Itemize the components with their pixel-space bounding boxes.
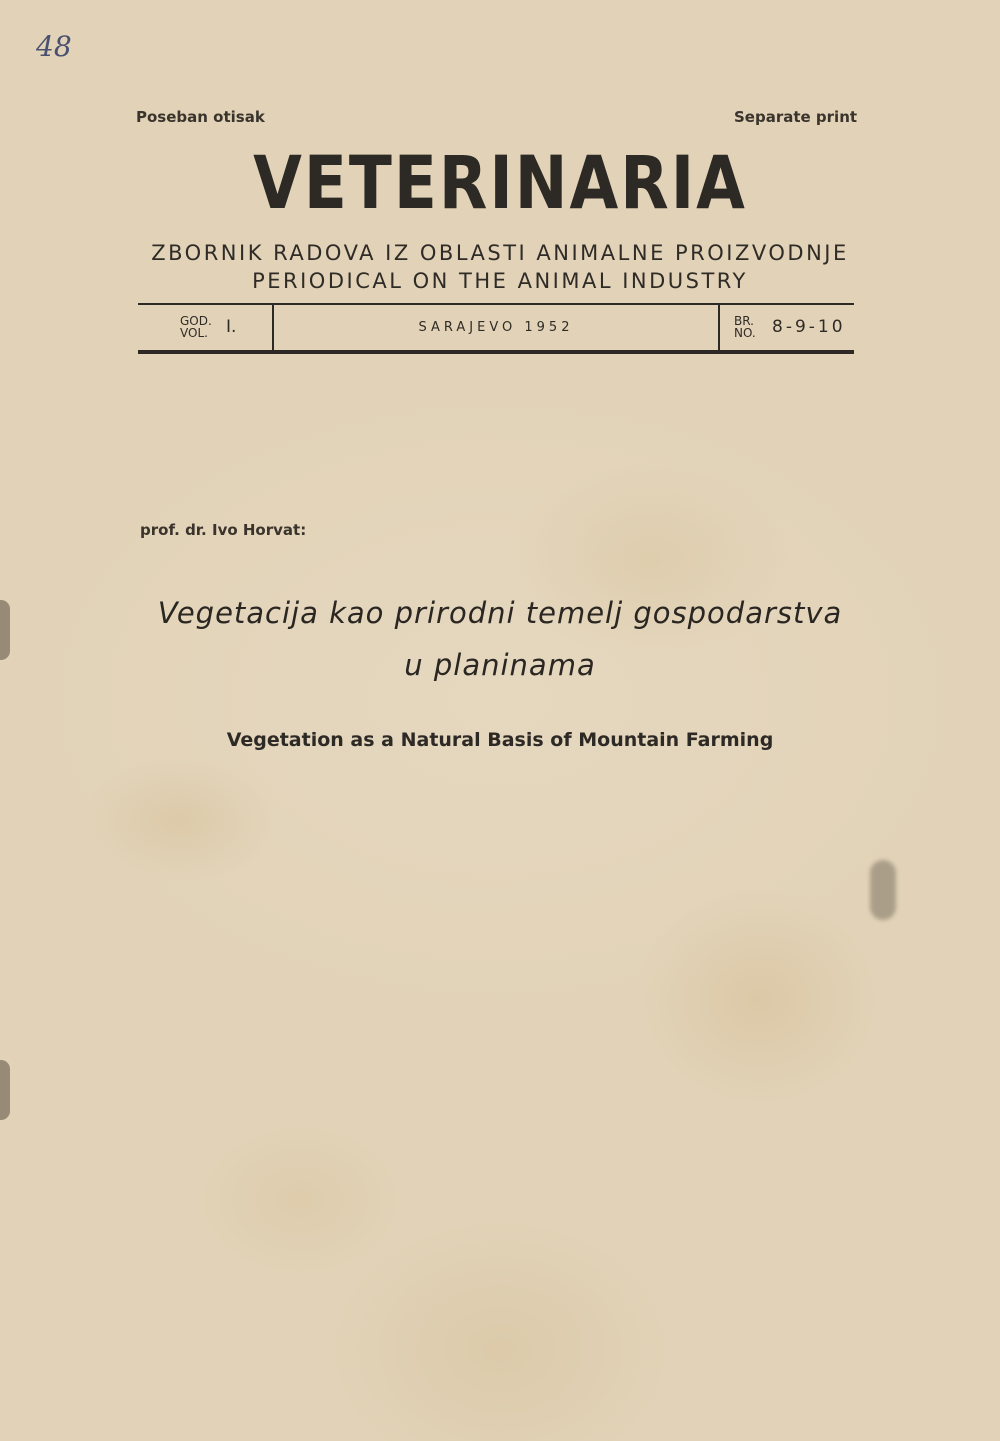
handwritten-number: 48 <box>36 30 72 63</box>
article-title-local-line1: Vegetacija kao prirodni temelj gospodarstva <box>157 596 843 630</box>
number-value: 8-9-10 <box>772 317 846 337</box>
volume-labels <box>180 315 212 339</box>
volume-cell <box>138 305 274 350</box>
volume-label-local: GOD. <box>180 314 212 328</box>
number-cell <box>718 305 854 350</box>
issue-info-bar <box>138 303 854 354</box>
number-label-local: BR. <box>734 314 754 328</box>
separate-print-label-english: Separate print <box>734 108 858 126</box>
article-author: prof. dr. Ivo Horvat: <box>140 521 307 539</box>
volume-label-english: VOL. <box>180 326 208 340</box>
punch-hole-middle <box>0 1060 10 1120</box>
number-label-english: NO. <box>734 326 756 340</box>
journal-subtitle-english: PERIODICAL ON THE ANIMAL INDUSTRY <box>252 269 748 293</box>
article-title-local-line2: u planinama <box>404 648 596 682</box>
separate-print-label-local: Poseban otisak <box>136 108 265 126</box>
journal-subtitle-local: ZBORNIK RADOVA IZ OBLASTI ANIMALNE PROIZVODNJE <box>151 241 849 265</box>
number-labels <box>734 315 756 339</box>
article-title-english: Vegetation as a Natural Basis of Mountain Farming <box>226 729 774 751</box>
place-year: SARAJEVO 1952 <box>418 320 574 335</box>
journal-title: VETERINARIA <box>253 139 747 227</box>
edge-smudge <box>870 860 896 920</box>
volume-value: I. <box>226 317 237 337</box>
